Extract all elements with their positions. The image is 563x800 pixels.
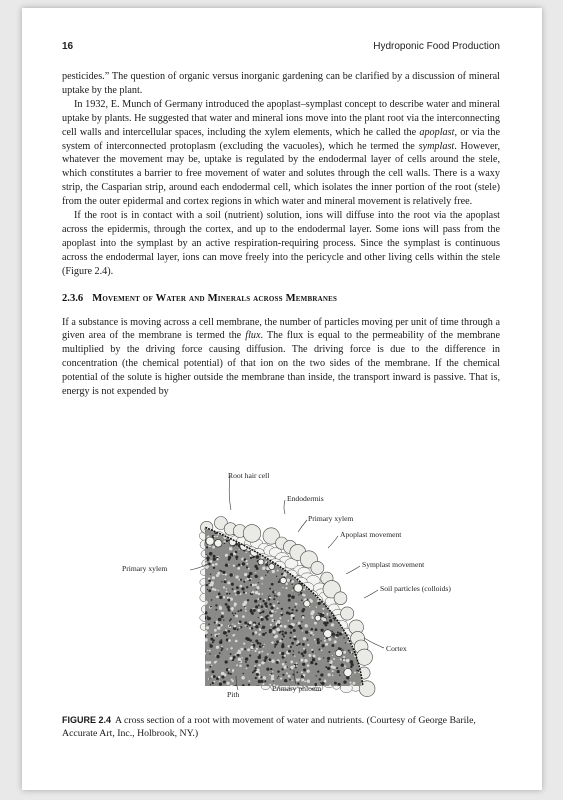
document-page xyxy=(22,8,542,790)
term-flux: flux xyxy=(245,330,261,342)
paragraph-2-text-a: In 1932, E. Munch of Germany introduced the apoplast–symplast concept to describe water and mineral uptake by plants. He suggested that water and mineral ions move into the plant root via the interconnecting cell walls and intercellular spaces, including the xylem elements, which he called the xyxy=(62,98,500,138)
label-endodermis: Endodermis xyxy=(287,494,324,503)
paragraph-4-text-a: If a substance is moving across a cell membrane, the number of particles moving per unit of time through a given area of the membrane is termed the xyxy=(62,316,500,342)
label-pith: Pith xyxy=(227,690,240,699)
label-soil-particles: Soil particles (colloids) xyxy=(380,584,451,593)
figure-label: FIGURE 2.4 xyxy=(62,715,112,725)
section-number: 2.3.6 xyxy=(62,292,84,304)
figure-caption xyxy=(62,714,500,740)
page-number: 16 xyxy=(62,41,74,52)
label-primary-xylem-top: Primary xylem xyxy=(308,514,354,523)
term-symplast: symplast xyxy=(418,140,455,152)
label-primary-xylem-left: Primary xylem xyxy=(122,564,168,573)
paragraph-4 xyxy=(62,316,500,399)
term-apoplast: apoplast xyxy=(419,126,455,138)
paragraph-4-text-b: . The flux is equal to the permeability of the membrane multiplied by the driving force causing diffusion. The driving force is due to the difference in concentration (the chemical potential) of that ion on the two sides of the membrane. If the chemical potential of the solute is higher outside the membrane than inside, the transport inward is passive. That is, energy is not expended by xyxy=(62,330,500,398)
label-primary-phloem: Primary phloem xyxy=(272,684,322,693)
paragraph-2 xyxy=(62,98,500,209)
label-symplast-movement: Symplast movement xyxy=(362,560,425,569)
running-title: Hydroponic Food Production xyxy=(373,41,500,52)
paragraph-1: pesticides.” The question of organic versus inorganic gardening can be clarified by a discussion of mineral uptake by the plant. xyxy=(62,71,500,96)
figure-caption-text: A cross section of a root with movement of water and nutrients. (Courtesy of George Barile, Accurate Art, Inc., Holbrook, NY.) xyxy=(62,715,476,739)
label-apoplast-movement: Apoplast movement xyxy=(340,530,402,539)
label-root-hair-cell: Root hair cell xyxy=(228,471,270,480)
paragraph-2-text-c: . However, whatever the movement may be, uptake is regulated by the endodermal layer of cells around the stele, which constitutes a barrier to free movement of water and solutes through the cell walls. There is a waxy strip, the Casparian strip, around each endodermal cell, which isolates the inner portion of the root (stele) from the outer epidermal and cortex regions in which water and mineral movement is relatively free. xyxy=(62,140,500,208)
section-title: Movement of Water and Minerals across Membranes xyxy=(92,292,338,304)
paragraph-2-text-b: , or via the system of interconnected protoplasm (excluding the vacuoles), which he termed the xyxy=(62,126,500,152)
label-cortex: Cortex xyxy=(386,644,407,653)
body-text xyxy=(62,70,500,399)
section-heading xyxy=(62,292,500,306)
paragraph-3: If the root is in contact with a soil (nutrient) solution, ions will diffuse into the root via the apoplast across the epidermis, through the cortex, and up to the endodermal layer. Some ions will pass from the apoplast into the symplast by an active respiration-requiring process. Since the symplast is continuous across the endodermal layer, ions can move freely into the pericycle and other living cells within the stele (Figure 2.4). xyxy=(62,210,500,277)
figure-root-cross-section xyxy=(102,470,502,702)
